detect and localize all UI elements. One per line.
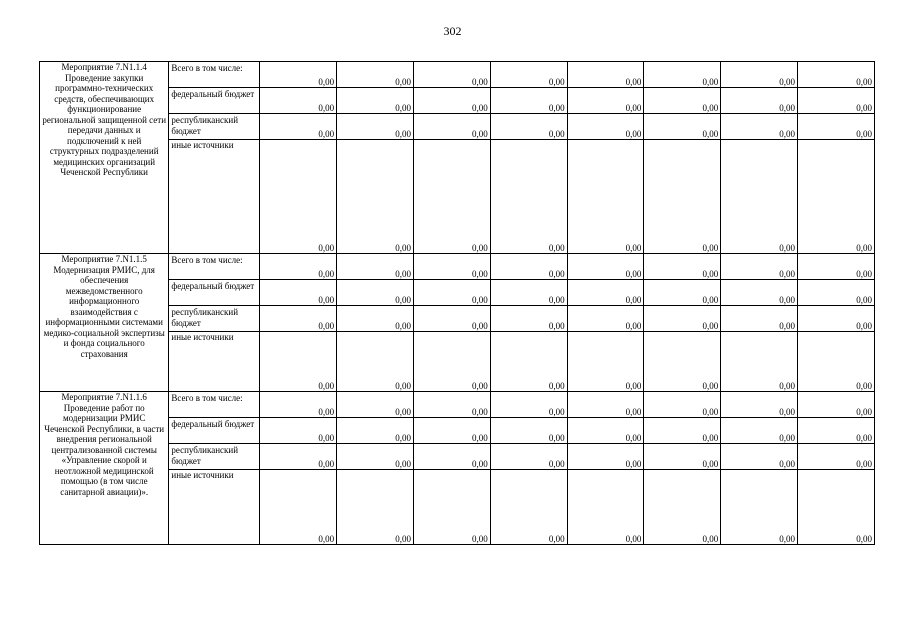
amount-cell: 0,00 [413,62,490,88]
amount-cell: 0,00 [567,470,644,545]
table-row [40,254,875,280]
amount-cell: 0,00 [260,332,337,392]
amount-cell: 0,00 [490,306,567,332]
amount-cell: 0,00 [413,444,490,470]
amount-cell: 0,00 [644,418,721,444]
amount-cell: 0,00 [490,254,567,280]
amount-cell: 0,00 [567,88,644,114]
amount-cell: 0,00 [413,418,490,444]
amount-cell: 0,00 [260,114,337,140]
table-row [40,62,875,88]
funding-table-body [40,62,875,545]
amount-cell: 0,00 [644,444,721,470]
amount-cell: 0,00 [337,418,414,444]
funding-source-label: иные источники [169,332,260,392]
amount-cell: 0,00 [337,306,414,332]
amount-cell: 0,00 [260,444,337,470]
amount-cell: 0,00 [490,114,567,140]
amount-cell: 0,00 [260,62,337,88]
amount-cell: 0,00 [567,306,644,332]
amount-cell: 0,00 [567,418,644,444]
amount-cell: 0,00 [260,306,337,332]
amount-cell: 0,00 [413,470,490,545]
measure-title: Мероприятие 7.N1.1.4 Проведение закупки программно-технических средств, обеспечивающих функционирование региональной защищенной сети передачи данных и подключений к ней структурных подразделений медицинских организаций Чеченской Республики [40,62,169,254]
amount-cell: 0,00 [567,280,644,306]
measure-title: Мероприятие 7.N1.1.5 Модернизация РМИС, для обеспечения межведомственного информационного взаимодействия с информационными системами медико-социальной экспертизы и фонда социального страхования [40,254,169,392]
table-row [40,392,875,418]
amount-cell: 0,00 [798,306,875,332]
amount-cell: 0,00 [413,140,490,254]
amount-cell: 0,00 [337,392,414,418]
amount-cell: 0,00 [337,114,414,140]
funding-source-label: иные источники [169,140,260,254]
funding-source-label: Всего в том числе: [169,254,260,280]
amount-cell: 0,00 [337,280,414,306]
amount-cell: 0,00 [413,306,490,332]
funding-source-label: Всего в том числе: [169,392,260,418]
amount-cell: 0,00 [644,114,721,140]
amount-cell: 0,00 [337,444,414,470]
amount-cell: 0,00 [721,140,798,254]
amount-cell: 0,00 [260,392,337,418]
amount-cell: 0,00 [490,140,567,254]
funding-source-label: иные источники [169,470,260,545]
amount-cell: 0,00 [567,392,644,418]
amount-cell: 0,00 [798,444,875,470]
amount-cell: 0,00 [644,62,721,88]
amount-cell: 0,00 [798,470,875,545]
amount-cell: 0,00 [798,62,875,88]
amount-cell: 0,00 [721,88,798,114]
amount-cell: 0,00 [567,444,644,470]
amount-cell: 0,00 [644,306,721,332]
amount-cell: 0,00 [490,418,567,444]
amount-cell: 0,00 [490,392,567,418]
amount-cell: 0,00 [490,444,567,470]
amount-cell: 0,00 [413,280,490,306]
amount-cell: 0,00 [567,332,644,392]
amount-cell: 0,00 [798,392,875,418]
funding-source-label: республиканский бюджет [169,114,260,140]
amount-cell: 0,00 [721,332,798,392]
amount-cell: 0,00 [337,332,414,392]
amount-cell: 0,00 [798,332,875,392]
funding-source-label: федеральный бюджет [169,88,260,114]
amount-cell: 0,00 [644,392,721,418]
amount-cell: 0,00 [260,418,337,444]
amount-cell: 0,00 [337,254,414,280]
amount-cell: 0,00 [798,254,875,280]
funding-source-label: федеральный бюджет [169,280,260,306]
funding-source-label: Всего в том числе: [169,62,260,88]
amount-cell: 0,00 [260,254,337,280]
amount-cell: 0,00 [721,114,798,140]
amount-cell: 0,00 [644,254,721,280]
amount-cell: 0,00 [260,140,337,254]
amount-cell: 0,00 [337,470,414,545]
amount-cell: 0,00 [337,88,414,114]
amount-cell: 0,00 [260,88,337,114]
amount-cell: 0,00 [490,332,567,392]
amount-cell: 0,00 [413,392,490,418]
amount-cell: 0,00 [721,470,798,545]
amount-cell: 0,00 [644,140,721,254]
amount-cell: 0,00 [490,88,567,114]
amount-cell: 0,00 [798,140,875,254]
amount-cell: 0,00 [798,88,875,114]
amount-cell: 0,00 [490,470,567,545]
amount-cell: 0,00 [567,254,644,280]
amount-cell: 0,00 [721,444,798,470]
amount-cell: 0,00 [260,470,337,545]
amount-cell: 0,00 [798,114,875,140]
amount-cell: 0,00 [798,418,875,444]
amount-cell: 0,00 [413,332,490,392]
amount-cell: 0,00 [490,62,567,88]
amount-cell: 0,00 [490,280,567,306]
amount-cell: 0,00 [413,88,490,114]
amount-cell: 0,00 [337,140,414,254]
amount-cell: 0,00 [721,306,798,332]
funding-table [39,61,875,545]
measure-title: Мероприятие 7.N1.1.6 Проведение работ по модернизации РМИС Чеченской Республики, в части внедрения региональной централизованной системы «Управление скорой и неотложной медицинской помощью (в том числе санитарной авиации)». [40,392,169,545]
amount-cell: 0,00 [644,88,721,114]
amount-cell: 0,00 [798,280,875,306]
amount-cell: 0,00 [721,62,798,88]
amount-cell: 0,00 [567,114,644,140]
amount-cell: 0,00 [644,280,721,306]
amount-cell: 0,00 [721,280,798,306]
amount-cell: 0,00 [721,392,798,418]
amount-cell: 0,00 [721,418,798,444]
amount-cell: 0,00 [413,114,490,140]
amount-cell: 0,00 [260,280,337,306]
amount-cell: 0,00 [644,332,721,392]
amount-cell: 0,00 [413,254,490,280]
funding-source-label: республиканский бюджет [169,306,260,332]
amount-cell: 0,00 [567,62,644,88]
funding-source-label: республиканский бюджет [169,444,260,470]
amount-cell: 0,00 [644,470,721,545]
amount-cell: 0,00 [567,140,644,254]
funding-source-label: федеральный бюджет [169,418,260,444]
page-number: 302 [443,24,462,38]
amount-cell: 0,00 [337,62,414,88]
amount-cell: 0,00 [721,254,798,280]
